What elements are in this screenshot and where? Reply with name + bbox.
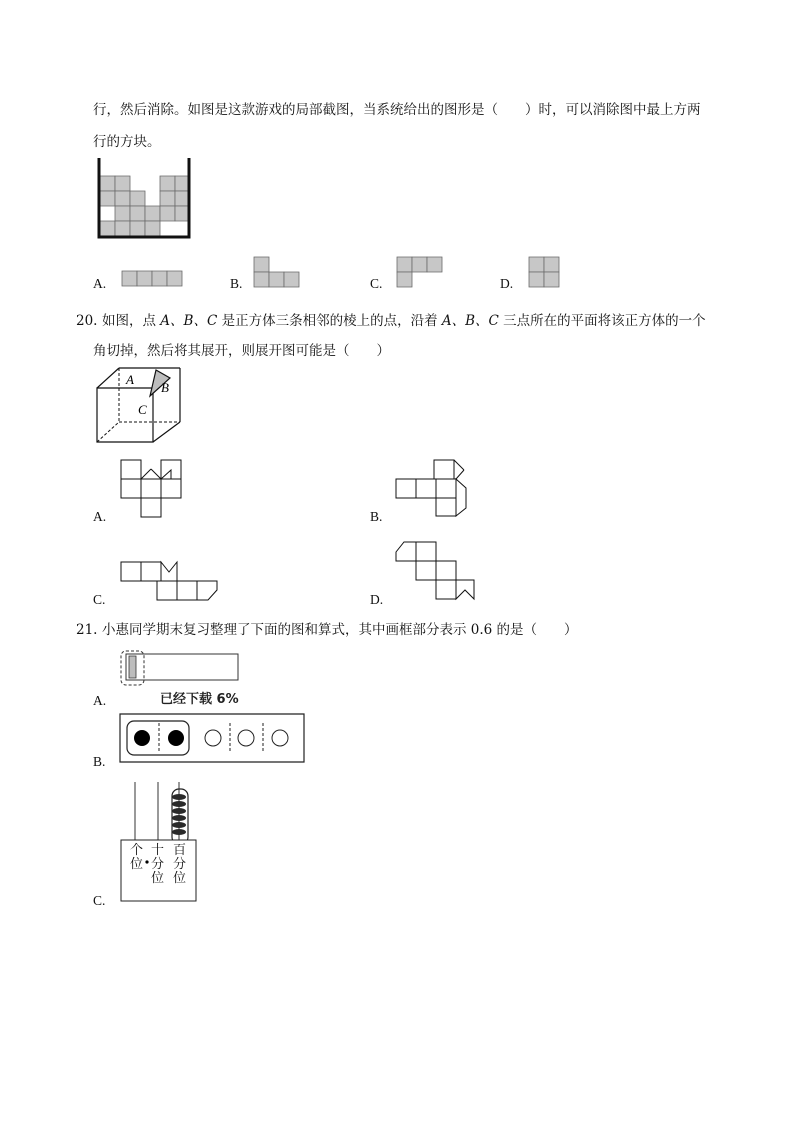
q19-text-line2: 行的方块。 [93,134,161,150]
board-cells [100,176,190,236]
q19-option-b-label[interactable]: B. [230,276,243,291]
q20-text-line2: 角切掉，然后将其展开，则展开图可能是（ ） [93,343,390,359]
q21-option-b-label[interactable]: B. [93,754,106,769]
q20-option-c-net[interactable] [118,560,222,604]
q21-option-a-progress-bar[interactable] [118,650,242,690]
abacus-label-hundredths: 百分位 [172,843,186,886]
q20-option-d-label[interactable]: D. [370,592,384,607]
cube-figure [94,366,186,448]
q21-option-c-label[interactable]: C. [93,893,106,908]
q20-option-b-net[interactable] [394,458,476,520]
q21-text: 小惠同学期末复习整理了下面的图和算式，其中画框部分表示 0.6 的是（ ） [102,622,578,638]
q19-option-a-label[interactable]: A. [93,276,107,291]
q21-option-b-circles[interactable] [118,712,308,764]
q19-option-c-label[interactable]: C. [370,276,383,291]
q19-text-line1: 行，然后消除。如图是这款游戏的局部截图，当系统给出的图形是（ ）时，可以消除图中最上方两 [93,102,701,118]
q19-option-c-shape[interactable] [396,256,444,289]
abacus-label-tenths: 十分位 [150,843,164,886]
q20-option-b-label[interactable]: B. [370,509,383,524]
q19-option-d-label[interactable]: D. [500,276,514,291]
download-progress-text: 已经下载 6% [160,692,239,707]
q21-option-a-label[interactable]: A. [93,693,107,708]
q20-number: 20. [76,313,98,329]
q20-option-a-net[interactable] [118,458,184,520]
q20-option-d-net[interactable] [394,540,476,606]
q20-text-line1: 如图，点 A、B、C 是正方体三条相邻的棱上的点，沿着 A、B、C 三点所在的平面将该正方体的一个 [102,313,706,329]
tetris-board-figure [96,158,192,240]
q19-option-b-shape[interactable] [253,256,301,289]
q21-number: 21. [76,622,98,638]
cube-label-a: A [126,372,134,387]
q19-option-a-shape[interactable] [121,270,183,288]
q19-option-d-shape[interactable] [528,256,561,289]
cube-label-c: C [138,402,147,417]
abacus-label-ones: 个位 [129,843,143,872]
cube-label-b: B [161,380,169,395]
q20-option-a-label[interactable]: A. [93,509,107,524]
q20-option-c-label[interactable]: C. [93,592,106,607]
